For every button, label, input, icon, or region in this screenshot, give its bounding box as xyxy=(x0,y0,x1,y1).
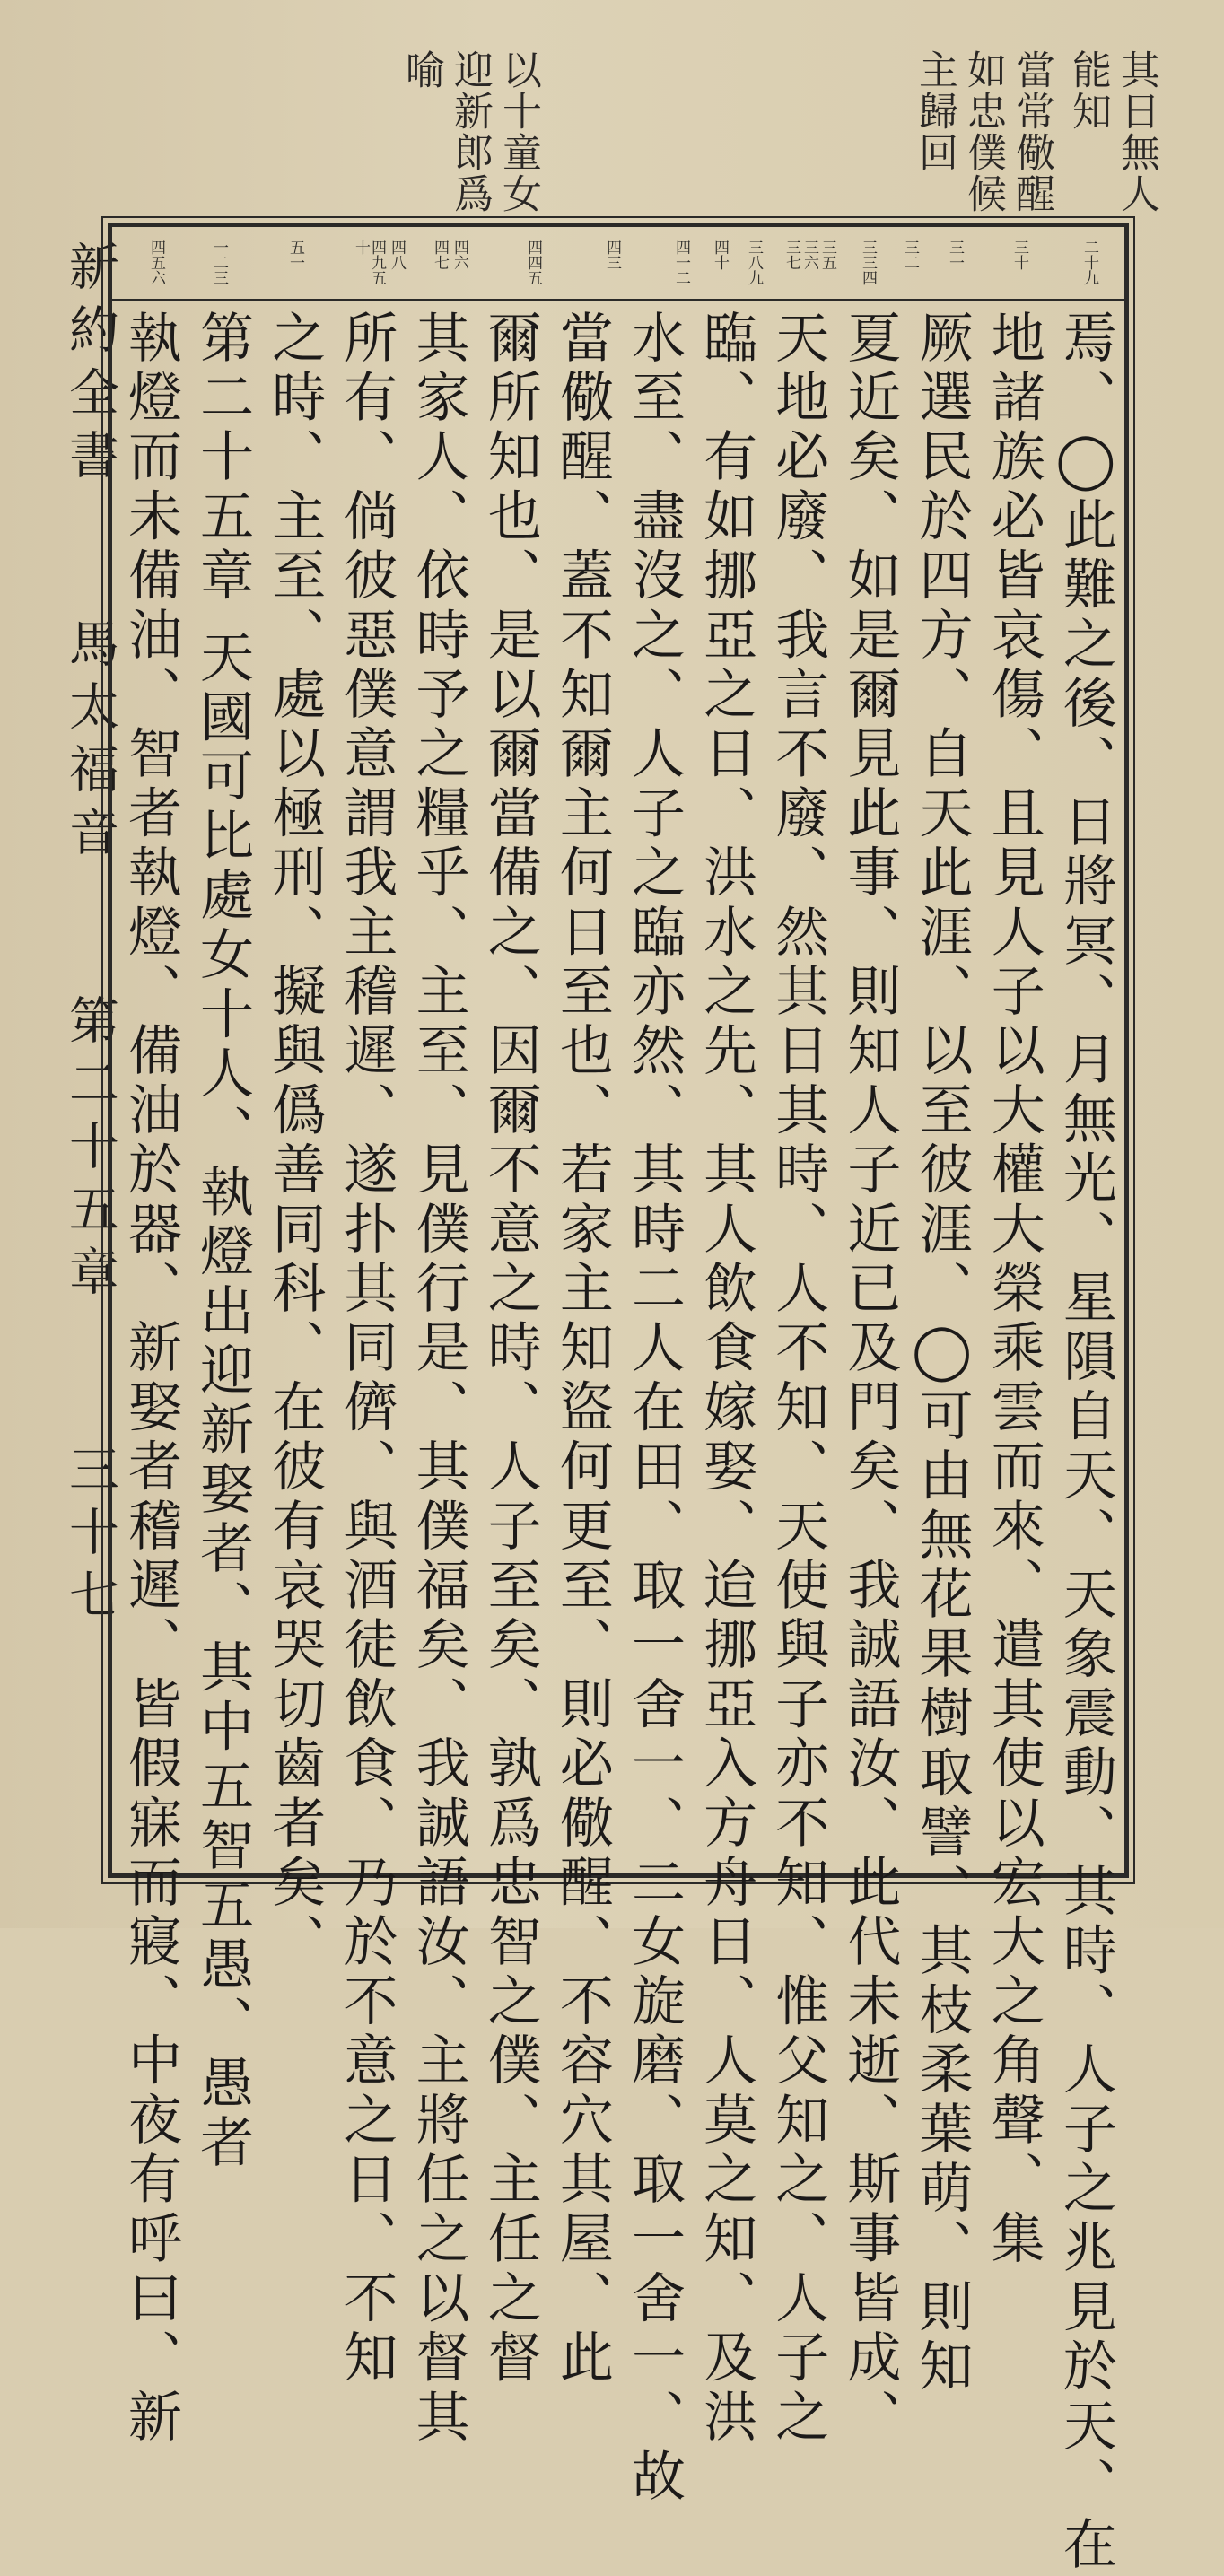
text-line: 焉、◯此難之後、日將冥、月無光、星隕自天、天象震動、其時、人子之兆見於天、在 xyxy=(1054,310,1117,2576)
text-line: 所有、倘彼惡僕意謂我主稽遲、遂扑其同儕、與酒徒飲食、乃於不意之日、不知 xyxy=(335,310,398,2388)
annotation-line: 以十童女 xyxy=(495,49,541,214)
verse-number: 五一 xyxy=(286,240,304,270)
verse-number: 四九五十 xyxy=(352,240,386,285)
text-line: 臨、有如挪亞之日、洪水之先、其人飲食嫁娶、迨挪亞入方舟日、人莫之知、及洪 xyxy=(695,310,758,2449)
text-line: 執燈而未備油、智者執燈、備油於器、新娶者稽遲、皆假寐而寢、中夜有呼曰、新 xyxy=(119,310,182,2449)
verse-number: 三七 xyxy=(782,240,800,270)
top-annotations xyxy=(135,49,1159,229)
text-line: 爾所知也、是以爾當備之、因爾不意之時、人子至矣、孰爲忠智之僕、主任之督 xyxy=(478,310,542,2388)
verse-number: 四十 xyxy=(711,240,729,270)
text-line: 之時、主至、處以極刑、擬與僞善同科、在彼有哀哭切齒者矣、 xyxy=(263,310,327,1973)
verse-number: 四八 xyxy=(388,240,406,270)
annotation-line: 其日無人 xyxy=(1114,49,1159,214)
annotation-line: 能知 xyxy=(1065,49,1111,132)
verse-number: 三三四 xyxy=(859,240,877,285)
annotation-line: 迎新郎爲 xyxy=(447,49,493,214)
annotation-3 xyxy=(583,49,1052,214)
verse-number: 四五六 xyxy=(147,240,165,285)
verse-number: 二十九 xyxy=(1080,240,1098,285)
text-line: 水至、盡沒之、人子之臨亦然、其時二人在田、取一舍一、二女旋磨、取一舍一、故 xyxy=(622,310,686,2508)
text-line: 當儆醒、蓋不知爾主何日至也、若家主知盜何更至、則必儆醒、不容穴其屋、此 xyxy=(550,310,614,2388)
text-line: 天地必廢、我言不廢、然其日其時、人不知、天使與子亦不知、惟父知之、人子之 xyxy=(766,310,830,2449)
chapter-label: 第二十五章 xyxy=(61,994,119,1308)
text-line: 地諸族必皆哀傷、且見人子以大權大榮乘雲而來、遣其使以宏大之角聲、集 xyxy=(982,310,1045,2270)
annotation-line: 如忠僕候 xyxy=(960,49,1006,214)
verse-number: 四四五 xyxy=(524,240,542,285)
text-line: 其家人、依時予之糧乎、主至、見僕行是、其僕福矣、我誠語汝、主將任之以督其 xyxy=(407,310,470,2449)
verse-number: 四一二 xyxy=(672,240,690,285)
verse-number: 四三 xyxy=(603,240,621,270)
verse-number: 三二 xyxy=(901,240,919,270)
text-line: 厥選民於四方、自天此涯、以至彼涯、◯可由無花果樹取譬、其枝柔葉萌、則知 xyxy=(910,310,974,2397)
chapter-heading-line: 第二十五章 天國可比處女十人、執燈出迎新娶者、其中五智五愚、愚者 xyxy=(191,310,255,2174)
verse-number: 三六 xyxy=(800,240,818,270)
verse-number: 三八九 xyxy=(745,240,763,285)
verse-number-band xyxy=(112,227,1124,301)
annotation-4 xyxy=(153,49,541,214)
gospel-title: 馬太福音 xyxy=(61,617,119,869)
verse-number: 一二三 xyxy=(210,240,228,285)
verse-number: 四七 xyxy=(431,240,449,270)
text-line: 夏近矣、如是爾見此事、則知人子近已及門矣、我誠語汝、此代未逝、斯事皆成、 xyxy=(838,310,902,2449)
scripture-body xyxy=(119,310,1117,2576)
verse-number: 三十 xyxy=(1010,240,1028,270)
annotation-line: 當常儆醒 xyxy=(1009,49,1054,214)
text-frame xyxy=(108,223,1129,2576)
book-title: 新約全書 xyxy=(61,240,119,492)
page-number: 三十七 xyxy=(61,1443,119,1631)
verse-number: 四六 xyxy=(450,240,468,270)
verse-number: 三五 xyxy=(818,240,836,270)
verse-number: 三一 xyxy=(946,240,964,270)
annotation-line: 主歸回 xyxy=(912,49,957,173)
annotation-line: 喻 xyxy=(398,49,444,91)
